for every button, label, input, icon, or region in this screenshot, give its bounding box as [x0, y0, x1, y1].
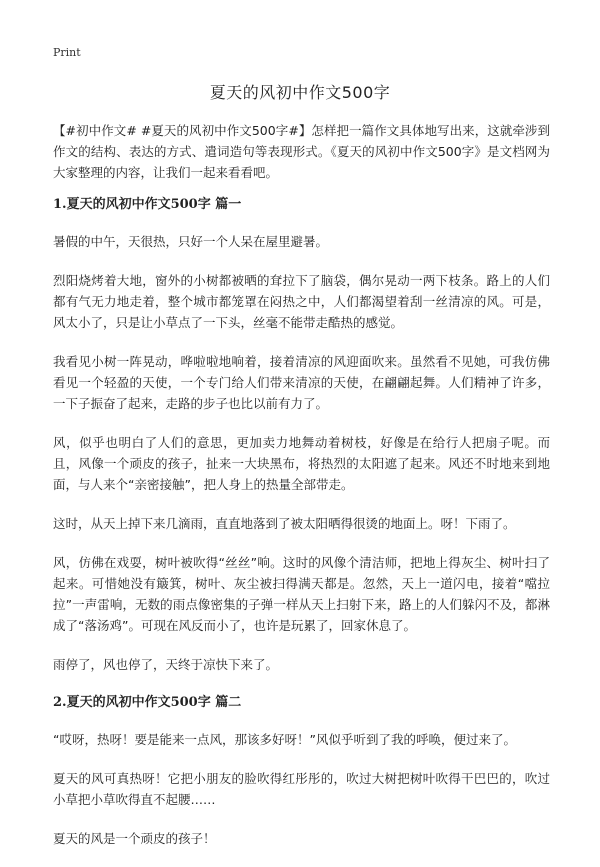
paragraph: 夏天的风是一个顽皮的孩子！ [53, 831, 216, 846]
intro-paragraph: 【#初中作文# #夏天的风初中作文500字#】怎样把一篇作文具体地写出来，这就牵涉到作文的结构、表达的方式、遣词造句等表现形式。《夏天的风初中作文500字》是文档网为大家整理的内容，让我们一起来看看吧。 [53, 123, 550, 180]
page-title: 夏天的风初中作文500字 [209, 83, 391, 102]
paragraph: 风，仿佛在戏耍，树叶被吹得“丝丝”响。这时的风像个清洁师，把地上得灰尘、树叶扫了起来。可惜她没有簸箕，树叶、灰尘被扫得满天都是。忽然，天上一道闪电，接着“噹拉拉”一声雷响，无数的雨点像密集的子弹一样从天上扫射下来，路上的人们躲闪不及，都淋成了“落汤鸡”。可现在风反而小了，也许是玩累了，回家休息了。 [53, 555, 550, 633]
paragraph: “哎呀，热呀！要是能来一点风，那该多好呀！”风似乎听到了我的呼唤，便过来了。 [53, 732, 516, 747]
paragraph: 我看见小树一阵晃动，哗啦啦地响着，接着清凉的风迎面吹来。虽然看不见她，可我仿佛看见一个轻盈的天使，一个专门给人们带来清凉的天使，在翩翩起舞。人们精神了许多，一下子振奋了起来，走路的步子也比以前有力了。 [53, 354, 550, 411]
section-heading: 2.夏天的风初中作文500字 篇二 [53, 695, 242, 710]
section-heading: 1.夏天的风初中作文500字 篇一 [53, 197, 242, 212]
paragraph: 雨停了，风也停了，天终于凉快下来了。 [53, 657, 279, 672]
paragraph: 暑假的中午，天很热，只好一个人呆在屋里避暑。 [53, 234, 329, 249]
paragraph: 夏天的风可真热呀！它把小朋友的脸吹得红彤彤的，吹过大树把树叶吹得干巴巴的，吹过小草把小草吹得直不起腰…… [53, 771, 550, 807]
paragraph: 风，似乎也明白了人们的意思，更加卖力地舞动着树枝，好像是在给行人把扇子呢。而且，风像一个顽皮的孩子，扯来一大块黑布，将热烈的太阳遮了起来。风还不时地来到地面，与人来个“亲密接触”，把人身上的热量全部带走。 [53, 435, 550, 492]
paragraph: 烈阳烧烤着大地，窗外的小树都被晒的耷拉下了脑袋，偶尔晃动一两下枝条。路上的人们都有气无力地走着，整个城市都笼罩在闷热之中，人们都渴望着刮一丝清凉的风。可是，风太小了，只是让小草点了一下头，丝毫不能带走酷热的感觉。 [53, 273, 550, 330]
article-body [53, 120, 550, 867]
print-link[interactable]: Print [53, 46, 81, 59]
paragraph: 这时，从天上掉下来几滴雨，直直地落到了被太阳晒得很烫的地面上。呀！下雨了。 [53, 516, 516, 531]
